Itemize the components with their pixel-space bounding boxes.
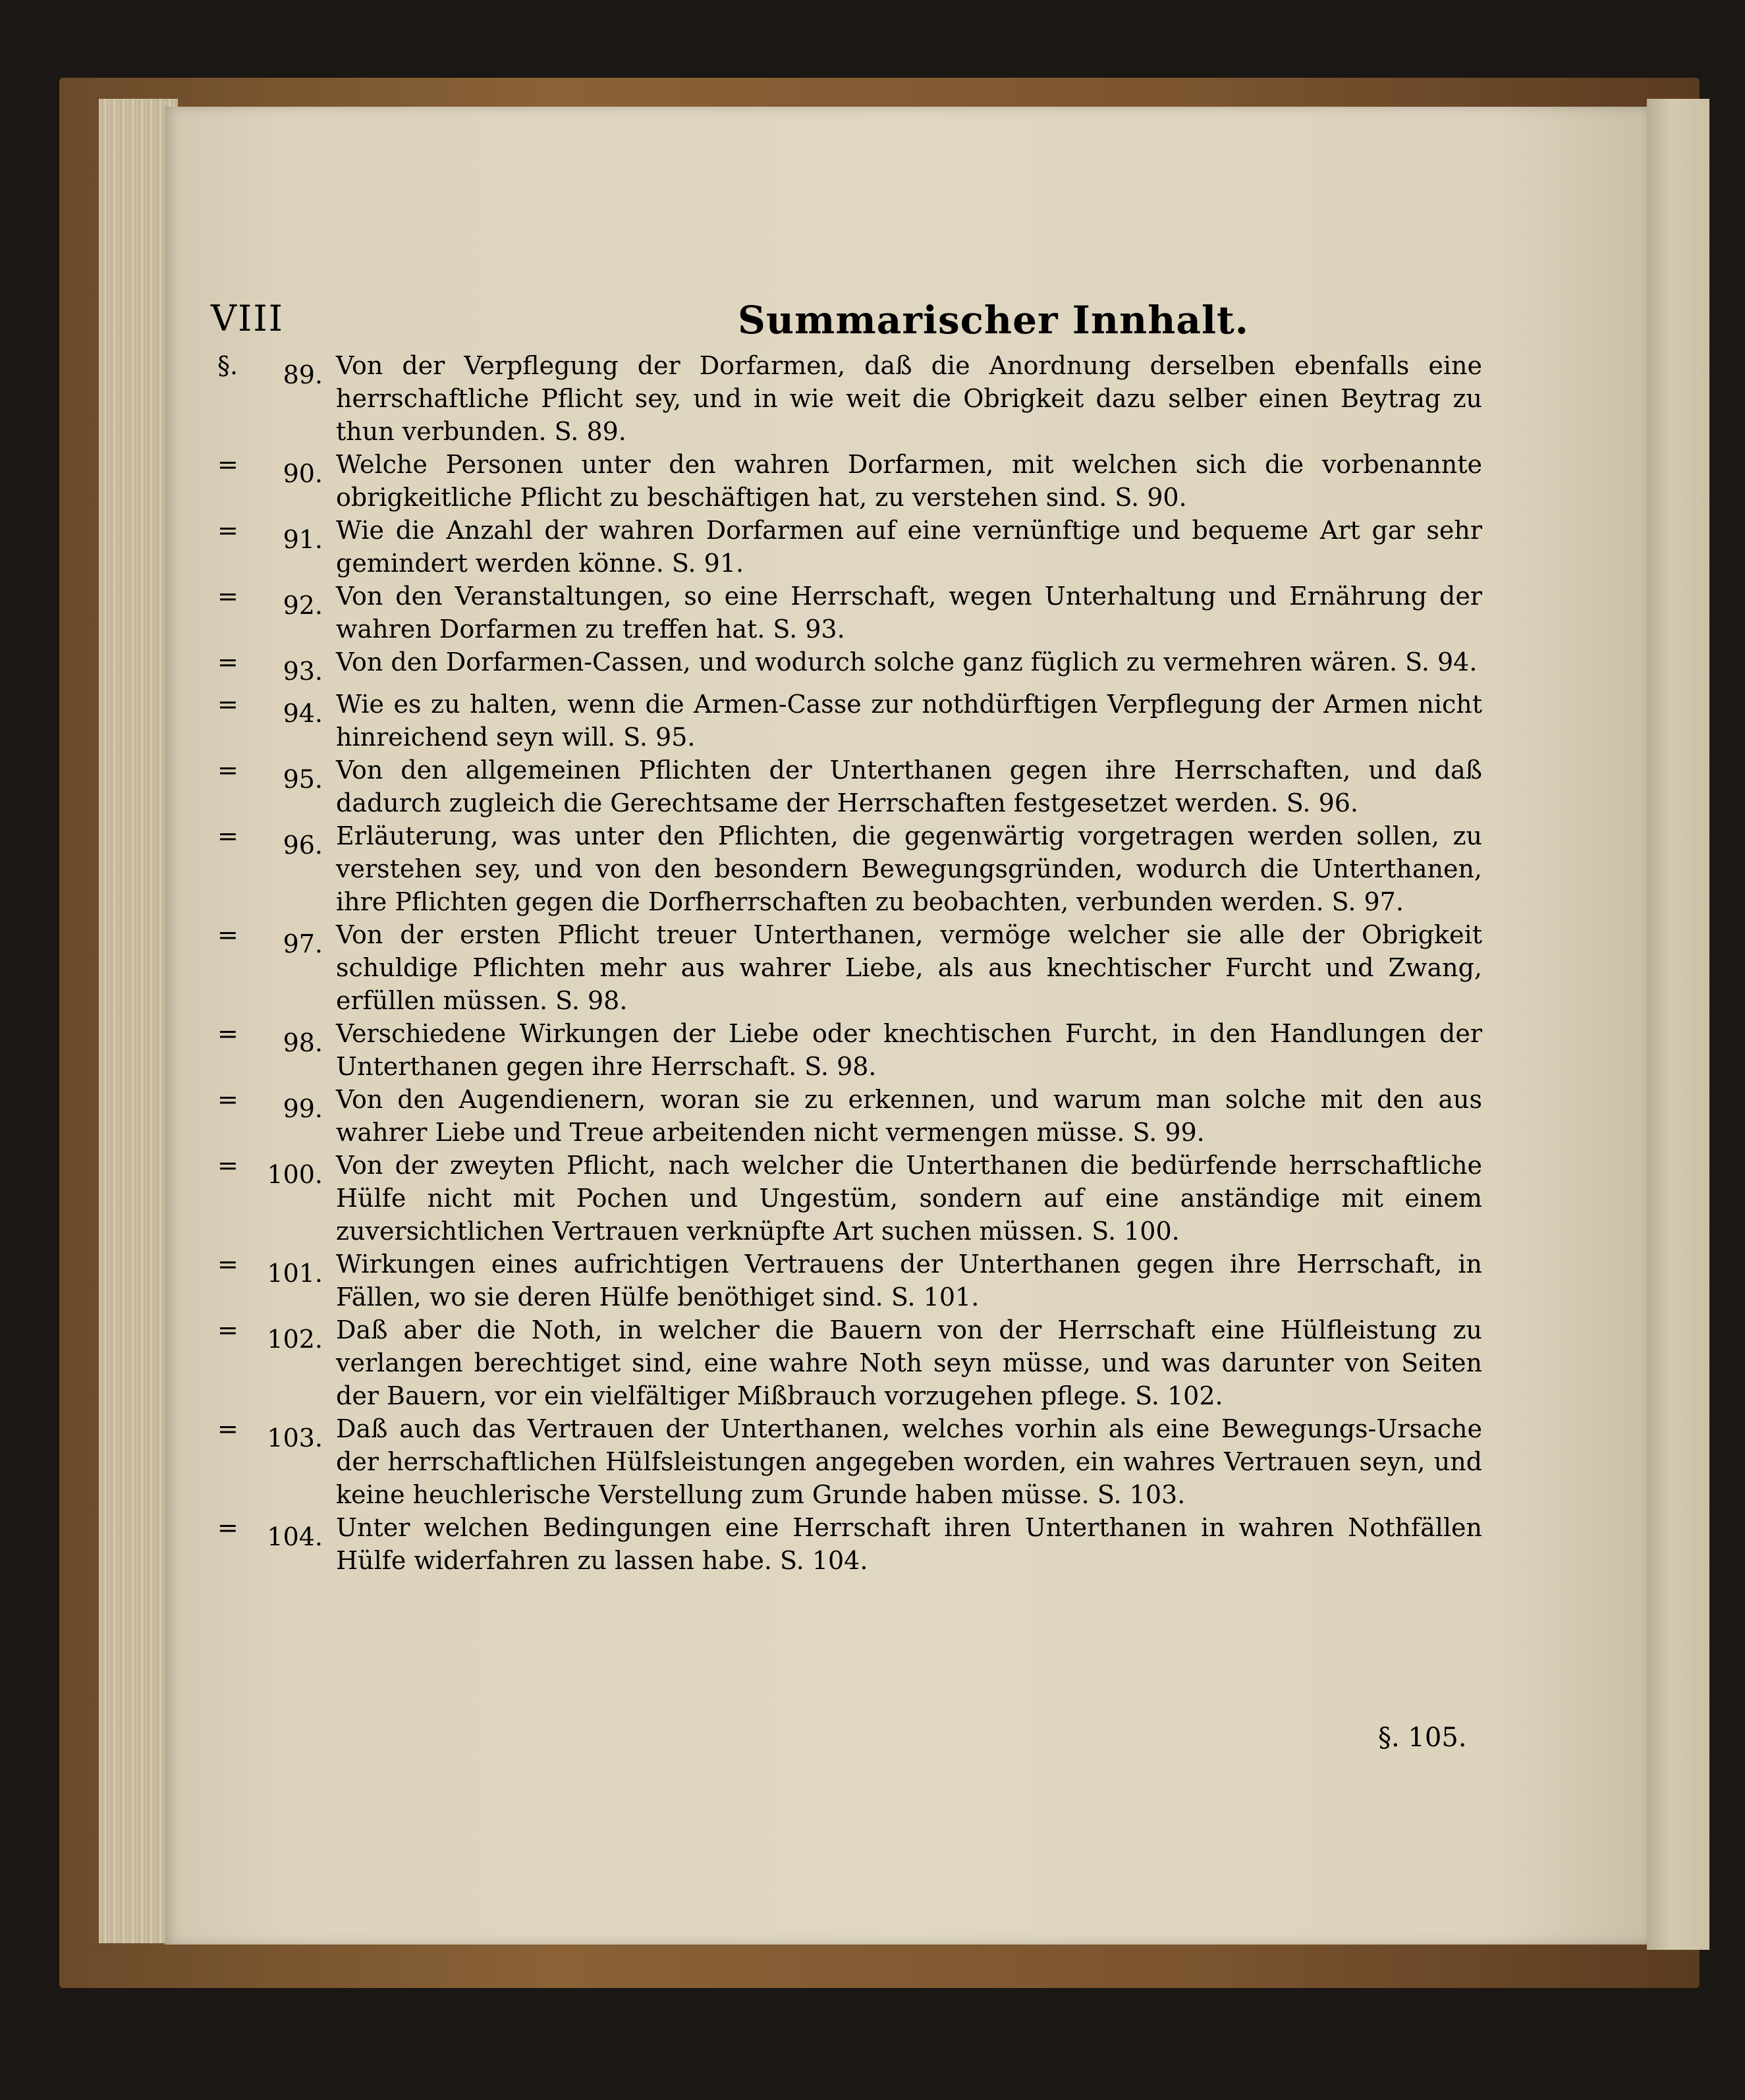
list-item — [211, 1511, 1482, 1577]
entry-number: 96. — [283, 831, 323, 860]
entry-number: 90. — [283, 459, 323, 488]
entry-text: Erläuterung, was unter den Pflichten, die gegenwärtig vorgetragen werden sollen, zu verstehen sey, und von den besondern Bewegungsgründen, wodurch die Unterthanen, ihre Pflichten gegen die Dorfherrschaften zu beobachten, verbunden werden. S. 97. — [336, 821, 1482, 916]
list-item — [211, 448, 1482, 514]
entry-text: Welche Personen unter den wahren Dorfarmen, mit welchen sich die vorbenannte obrigkeitliche Pflicht zu beschäftigen hat, zu verstehen sind. S. 90. — [336, 450, 1482, 512]
entry-number: 99. — [283, 1094, 323, 1123]
list-item — [211, 754, 1482, 819]
list-item — [211, 580, 1482, 646]
list-item — [211, 1248, 1482, 1313]
entry-text: Wie die Anzahl der wahren Dorfarmen auf eine vernünftige und bequeme Art gar sehr gemindert werden könne. S. 91. — [336, 516, 1482, 578]
entry-number: 97. — [283, 929, 323, 958]
entry-mark: = — [217, 756, 238, 785]
entry-number: 91. — [283, 525, 323, 554]
list-item — [211, 1313, 1482, 1412]
entry-mark: = — [217, 450, 238, 479]
entry-mark: = — [217, 1019, 238, 1048]
entry-text: Von der Verpflegung der Dorfarmen, daß die Anordnung derselben ebenfalls eine herrschaftliche Pflicht sey, und in wie weit die Obrigkeit dazu selber einen Beytrag zu thun verbunden. S. 89. — [336, 351, 1482, 446]
list-item — [211, 1083, 1482, 1149]
entry-number: 95. — [283, 765, 323, 794]
entry-number: 101. — [267, 1259, 323, 1288]
entry-mark: = — [217, 1250, 238, 1279]
entry-number: 104. — [267, 1522, 323, 1551]
entry-mark: = — [217, 690, 238, 719]
list-item — [211, 1017, 1482, 1083]
entry-text: Verschiedene Wirkungen der Liebe oder knechtischen Furcht, in den Handlungen der Unterthanen gegen ihre Herrschaft. S. 98. — [336, 1019, 1482, 1081]
entry-mark: = — [217, 1513, 238, 1542]
entry-mark: §. — [217, 351, 238, 380]
entry-number: 100. — [267, 1160, 323, 1189]
entry-number: 92. — [283, 591, 323, 620]
entry-mark: = — [217, 1315, 238, 1344]
entry-number: 102. — [267, 1325, 323, 1354]
entry-text: Wirkungen eines aufrichtigen Vertrauens der Unterthanen gegen ihre Herrschaft, in Fällen, wo sie deren Hülfe benöthiget sind. S. 101. — [336, 1250, 1482, 1312]
entry-text: Von den Dorfarmen-Cassen, und wodurch solche ganz füglich zu vermehren wären. S. 94. — [336, 648, 1478, 677]
entry-text: Daß aber die Noth, in welcher die Bauern von der Herrschaft eine Hülfleistung zu verlangen berechtiget sind, eine wahre Noth seyn müsse, und was darunter von Seiten der Bauern, vor ein vielfältiger Mißbrauch vorzugehen pflege. S. 102. — [336, 1315, 1482, 1410]
entry-mark: = — [217, 920, 238, 949]
list-item — [211, 514, 1482, 580]
entry-text: Von den Veranstaltungen, so eine Herrschaft, wegen Unterhaltung und Ernährung der wahren Dorfarmen zu treffen hat. S. 93. — [336, 582, 1482, 644]
list-item — [211, 819, 1482, 918]
entry-text: Von den allgemeinen Pflichten der Unterthanen gegen ihre Herrschaften, und daß dadurch zugleich die Gerechtsame der Herrschaften festgesetzet werden. S. 96. — [336, 756, 1482, 817]
page-header — [211, 298, 1476, 350]
list-item — [211, 1412, 1482, 1511]
list-item — [211, 349, 1482, 448]
entry-text: Daß auch das Vertrauen der Unterthanen, welches vorhin als eine Bewegungs-Ursache der herrschaftlichen Hülfsleistungen angegeben worden, ein wahres Vertrauen seyn, und keine heuchlerische Verstellung zum Grunde haben müsse. S. 103. — [336, 1414, 1482, 1509]
entry-mark: = — [217, 648, 238, 677]
entry-text: Von den Augendienern, woran sie zu erkennen, und warum man solche mit den aus wahrer Liebe und Treue arbeitenden nicht vermengen müsse. S. 99. — [336, 1085, 1482, 1147]
entry-mark: = — [217, 1085, 238, 1114]
page-number: VIII — [211, 298, 284, 339]
entry-text: Von der zweyten Pflicht, nach welcher die Unterthanen die bedürfende herrschaftliche Hülfe nicht mit Pochen und Ungestüm, sondern auf eine anständige mit einem zuversichtlichen Vertrauen verknüpfte Art suchen müssen. S. 100. — [336, 1151, 1482, 1246]
list-item — [211, 1149, 1482, 1248]
entry-number: 93. — [283, 657, 323, 686]
entry-mark: = — [217, 1414, 238, 1443]
running-title: Summarischer Innhalt. — [738, 298, 1249, 343]
list-item — [211, 688, 1482, 754]
entry-text: Unter welchen Bedingungen eine Herrschaft ihren Unterthanen in wahren Nothfällen Hülfe widerfahren zu lassen habe. S. 104. — [336, 1513, 1482, 1575]
entry-text: Wie es zu halten, wenn die Armen-Casse zur nothdürftigen Verpflegung der Armen nicht hinreichend seyn will. S. 95. — [336, 690, 1482, 752]
entry-mark: = — [217, 516, 238, 545]
entry-number: 103. — [267, 1423, 323, 1452]
entry-number: 98. — [283, 1028, 323, 1057]
entry-text: Von der ersten Pflicht treuer Unterthanen, vermöge welcher sie alle der Obrigkeit schuldige Pflichten mehr aus wahrer Liebe, als aus knechtischer Furcht und Zwang, erfüllen müssen. S. 98. — [336, 920, 1482, 1015]
entry-mark: = — [217, 582, 238, 611]
facing-page — [1647, 99, 1709, 1950]
catchword: §. 105. — [1378, 1723, 1467, 1753]
list-item — [211, 646, 1482, 688]
entry-number: 94. — [283, 699, 323, 728]
entry-mark: = — [217, 1151, 238, 1180]
contents-list — [211, 349, 1482, 1577]
entry-mark: = — [217, 821, 238, 850]
list-item — [211, 918, 1482, 1017]
entry-number: 89. — [283, 360, 323, 389]
